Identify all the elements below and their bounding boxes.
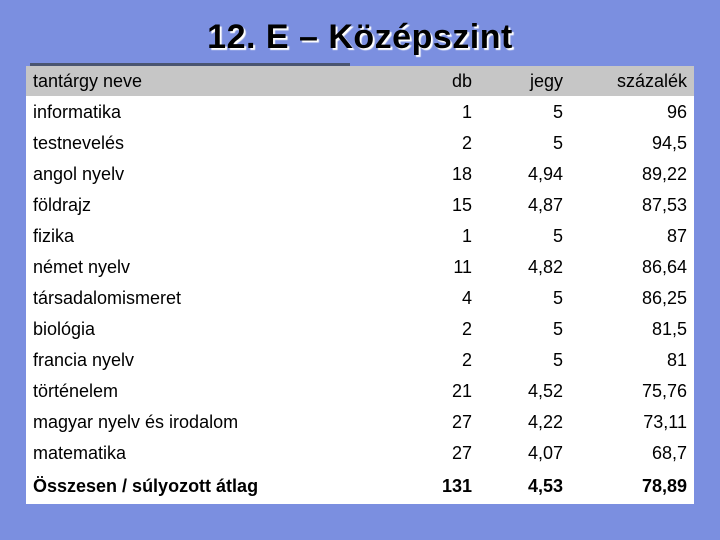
table-row [26,283,694,314]
grade-value: 5 [552,319,563,339]
grade-value: 4,82 [527,257,563,277]
subject-name: magyar nyelv és irodalom [33,412,239,432]
grade-value: 5 [552,226,563,246]
table-row [26,376,694,407]
percent-value: 96 [666,102,687,122]
count-value: 21 [451,381,472,401]
subject-name: német nyelv [33,257,131,277]
percent-value: 75,76 [641,381,687,401]
count-value: 27 [451,443,472,463]
table-row [26,314,694,345]
percent-value: 94,5 [651,133,687,153]
table-row [26,407,694,438]
percent-value: 87,53 [641,195,687,215]
table-row [26,159,694,190]
count-value: 27 [451,412,472,432]
subject-name: történelem [33,381,119,401]
grade-value: 5 [552,288,563,308]
count-value: 18 [451,164,472,184]
subject-name: testnevelés [33,133,125,153]
percent-value: 73,11 [643,412,687,432]
count-value: 4 [461,288,472,308]
header-grade: jegy [529,70,563,91]
grade-value: 5 [552,350,563,370]
count-value: 11 [453,257,472,277]
table-total-row [26,471,694,502]
subject-name: matematika [33,443,127,463]
header-percent: százalék [616,70,687,91]
slide-title: 12. E – Középszint [207,18,513,56]
grade-value: 4,22 [527,412,563,432]
subject-name: földrajz [33,195,92,215]
percent-value: 86,25 [641,288,687,308]
subject-name: biológia [33,319,96,339]
table-row [26,97,694,128]
count-value: 2 [461,319,472,339]
table-row [26,438,694,469]
total-label: Összesen / súlyozott átlag [33,476,259,496]
subject-name: angol nyelv [33,164,125,184]
count-value: 15 [451,195,472,215]
results-table [26,66,694,504]
table-row [26,221,694,252]
total-count: 131 [441,476,472,496]
total-grade: 4,53 [527,476,563,496]
count-value: 2 [461,350,472,370]
total-percent: 78,89 [641,476,687,496]
header-count: db [451,70,472,91]
grade-value: 4,94 [527,164,563,184]
percent-value: 89,22 [641,164,687,184]
grade-value: 4,87 [527,195,563,215]
percent-value: 81,5 [651,319,687,339]
subject-name: fizika [33,226,75,246]
count-value: 2 [461,133,472,153]
percent-value: 86,64 [641,257,687,277]
count-value: 1 [461,226,472,246]
subject-name: informatika [33,102,122,122]
grade-value: 5 [552,133,563,153]
grade-value: 4,07 [527,443,563,463]
grade-value: 5 [552,102,563,122]
percent-value: 81 [666,350,687,370]
table-row [26,345,694,376]
table-row [26,252,694,283]
subject-name: társadalomismeret [33,288,182,308]
percent-value: 87 [666,226,687,246]
percent-value: 68,7 [651,443,687,463]
table-row [26,190,694,221]
grade-value: 4,52 [527,381,563,401]
table-header-row [26,66,694,96]
count-value: 1 [461,102,472,122]
header-subject-name: tantárgy neve [33,70,143,91]
table-row [26,128,694,159]
subject-name: francia nyelv [33,350,135,370]
